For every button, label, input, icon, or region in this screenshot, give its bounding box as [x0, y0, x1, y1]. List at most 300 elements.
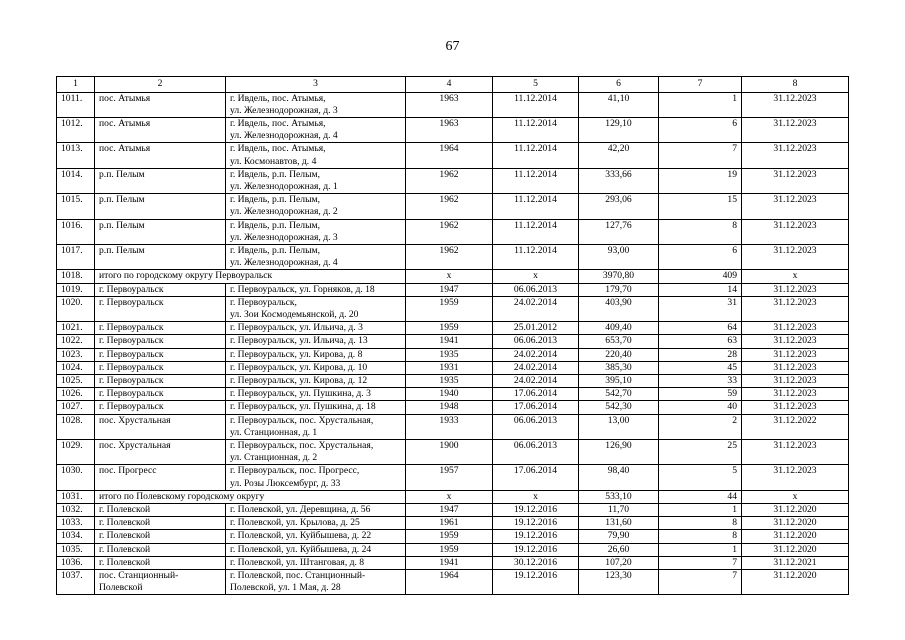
date-cell: 25.01.2012 — [493, 322, 579, 335]
row-number: 1030. — [57, 465, 95, 490]
year-cell: 1947 — [406, 283, 493, 296]
row-number: 1017. — [57, 244, 95, 269]
address-cell — [226, 517, 406, 530]
count-cell: 59 — [659, 388, 742, 401]
address-cell-line: ул. Железнодорожная, д. 3 — [230, 104, 338, 116]
address-cell-line: Полевской, ул. 1 Мая, д. 28 — [230, 582, 341, 594]
date-cell: 11.12.2014 — [493, 168, 579, 193]
date-cell: 19.12.2016 — [493, 530, 579, 543]
count-cell: 63 — [659, 335, 742, 348]
address-cell — [226, 401, 406, 414]
area-cell: 42,20 — [579, 143, 659, 168]
deadline-cell: 31.12.2023 — [742, 388, 849, 401]
deadline-cell: 31.12.2023 — [742, 374, 849, 387]
table-row — [57, 556, 849, 569]
address-cell-line: г. Полевской, ул. Куйбышева, д. 24 — [230, 543, 372, 555]
row-number: 1018. — [57, 270, 95, 283]
address-cell-line: г. Полевской, ул. Крылова, д. 25 — [230, 517, 360, 529]
deadline-cell: 31.12.2023 — [742, 439, 849, 464]
settlement-cell — [95, 374, 226, 387]
table-row — [57, 517, 849, 530]
table-row — [57, 388, 849, 401]
table-row — [57, 194, 849, 219]
count-cell: 8 — [659, 219, 742, 244]
settlement-cell — [95, 244, 226, 269]
area-cell: 98,40 — [579, 465, 659, 490]
year-cell: 1961 — [406, 517, 493, 530]
date-cell: х — [493, 270, 579, 283]
address-cell — [226, 143, 406, 168]
settlement-cell-line: пос. Атымья — [99, 117, 151, 129]
year-cell: 1964 — [406, 570, 493, 595]
year-cell: 1941 — [406, 556, 493, 569]
count-cell: 19 — [659, 168, 742, 193]
settlement-cell — [95, 570, 226, 595]
address-cell-line: г. Первоуральск, ул. Пушкина, д. 3 — [230, 388, 371, 400]
area-cell: 107,20 — [579, 556, 659, 569]
year-cell: 1931 — [406, 361, 493, 374]
table-row — [57, 348, 849, 361]
year-cell: 1900 — [406, 439, 493, 464]
column-number: 2 — [95, 77, 226, 93]
housing-registry-table — [56, 76, 849, 595]
settlement-cell-line: пос. Хрустальная — [99, 439, 171, 451]
settlement-cell-line: пос. Атымья — [99, 92, 151, 104]
count-cell: 64 — [659, 322, 742, 335]
settlement-cell — [95, 117, 226, 142]
row-number: 1013. — [57, 143, 95, 168]
settlement-cell-line: г. Первоуральск — [99, 388, 164, 400]
settlement-cell — [95, 194, 226, 219]
address-cell-line: г. Первоуральск, — [230, 296, 297, 308]
settlement-cell-line: г. Первоуральск — [99, 296, 164, 308]
address-cell-line: г. Первоуральск, ул. Кирова, д. 10 — [230, 361, 368, 373]
deadline-cell: 31.12.2023 — [742, 361, 849, 374]
year-cell: 1962 — [406, 194, 493, 219]
year-cell: 1962 — [406, 244, 493, 269]
deadline-cell: х — [742, 270, 849, 283]
count-cell: 33 — [659, 374, 742, 387]
settlement-cell-line: г. Полевской — [99, 504, 151, 515]
settlement-cell — [95, 348, 226, 361]
address-cell — [226, 194, 406, 219]
row-number: 1027. — [57, 401, 95, 414]
address-cell — [226, 348, 406, 361]
table-row — [57, 414, 849, 439]
area-cell: 653,70 — [579, 335, 659, 348]
total-row — [57, 490, 849, 503]
deadline-cell: 31.12.2023 — [742, 465, 849, 490]
settlement-cell-line: г. Первоуральск — [99, 374, 164, 386]
address-cell — [226, 361, 406, 374]
settlement-cell — [95, 283, 226, 296]
deadline-cell: х — [742, 490, 849, 503]
settlement-cell-line: р.п. Пелым — [99, 194, 145, 206]
table-row — [57, 296, 849, 321]
table-row — [57, 570, 849, 595]
area-cell: 126,90 — [579, 439, 659, 464]
year-cell: 1948 — [406, 401, 493, 414]
date-cell: 06.06.2013 — [493, 439, 579, 464]
area-cell: 26,60 — [579, 543, 659, 556]
area-cell: 409,40 — [579, 322, 659, 335]
settlement-cell — [95, 517, 226, 530]
date-cell: 11.12.2014 — [493, 244, 579, 269]
address-cell — [226, 504, 406, 517]
date-cell: 24.02.2014 — [493, 374, 579, 387]
settlement-cell-line: Полевской — [99, 582, 143, 594]
address-cell-line: г. Ивдель, р.п. Пелым, — [230, 168, 320, 180]
count-cell: 6 — [659, 117, 742, 142]
settlement-cell-line: г. Полевской — [99, 556, 151, 568]
count-cell: 1 — [659, 92, 742, 117]
date-cell: 11.12.2014 — [493, 219, 579, 244]
row-number: 1023. — [57, 348, 95, 361]
row-number: 1034. — [57, 530, 95, 543]
table-row — [57, 143, 849, 168]
date-cell: 06.06.2013 — [493, 335, 579, 348]
settlement-cell — [95, 168, 226, 193]
year-cell: 1959 — [406, 530, 493, 543]
deadline-cell: 31.12.2023 — [742, 168, 849, 193]
address-cell-line: г. Первоуральск, ул. Ильича, д. 3 — [230, 322, 363, 334]
settlement-cell — [95, 143, 226, 168]
date-cell: 17.06.2014 — [493, 401, 579, 414]
settlement-cell — [95, 296, 226, 321]
address-cell-line: г. Первоуральск, пос. Хрустальная, — [230, 414, 374, 426]
total-label: итого по городскому округу Первоуральск — [95, 270, 406, 283]
column-number: 5 — [493, 77, 579, 93]
area-cell: 79,90 — [579, 530, 659, 543]
settlement-cell — [95, 335, 226, 348]
area-cell: 403,90 — [579, 296, 659, 321]
table-row — [57, 374, 849, 387]
table-row — [57, 401, 849, 414]
settlement-cell — [95, 439, 226, 464]
row-number: 1014. — [57, 168, 95, 193]
address-cell-line: ул. Космонавтов, д. 4 — [230, 155, 317, 167]
column-number-row — [57, 77, 849, 93]
date-cell: 24.02.2014 — [493, 296, 579, 321]
count-cell: 7 — [659, 556, 742, 569]
settlement-cell — [95, 556, 226, 569]
row-number: 1019. — [57, 283, 95, 296]
address-cell — [226, 414, 406, 439]
settlement-cell-line: пос. Прогресс — [99, 465, 157, 477]
area-cell: 385,30 — [579, 361, 659, 374]
year-cell: х — [406, 270, 493, 283]
settlement-cell — [95, 414, 226, 439]
count-cell: 15 — [659, 194, 742, 219]
row-number: 1021. — [57, 322, 95, 335]
year-cell: 1941 — [406, 335, 493, 348]
address-cell-line: г. Ивдель, пос. Атымья, — [230, 143, 326, 155]
year-cell: 1962 — [406, 219, 493, 244]
total-row — [57, 270, 849, 283]
settlement-cell — [95, 322, 226, 335]
settlement-cell-line: р.п. Пелым — [99, 219, 145, 231]
year-cell: 1935 — [406, 374, 493, 387]
date-cell: 11.12.2014 — [493, 194, 579, 219]
table-row — [57, 219, 849, 244]
row-number: 1022. — [57, 335, 95, 348]
address-cell-line: г. Первоуральск, ул. Горняков, д. 18 — [230, 283, 375, 295]
address-cell-line: ул. Железнодорожная, д. 3 — [230, 231, 338, 243]
date-cell: 11.12.2014 — [493, 143, 579, 168]
count-cell: 1 — [659, 543, 742, 556]
column-number: 8 — [742, 77, 849, 93]
area-cell: 395,10 — [579, 374, 659, 387]
table-row — [57, 283, 849, 296]
settlement-cell-line: г. Первоуральск — [99, 322, 164, 334]
count-cell: 8 — [659, 530, 742, 543]
address-cell — [226, 543, 406, 556]
count-cell: 45 — [659, 361, 742, 374]
address-cell-line: г. Первоуральск, ул. Пушкина, д. 18 — [230, 401, 376, 413]
settlement-cell-line: г. Первоуральск — [99, 361, 164, 373]
address-cell-line: ул. Железнодорожная, д. 2 — [230, 206, 338, 218]
count-cell: 7 — [659, 143, 742, 168]
address-cell — [226, 388, 406, 401]
row-number: 1035. — [57, 543, 95, 556]
date-cell: 06.06.2013 — [493, 414, 579, 439]
address-cell-line: г. Ивдель, р.п. Пелым, — [230, 244, 320, 256]
settlement-cell — [95, 530, 226, 543]
address-cell-line: ул. Станционная, д. 1 — [230, 426, 318, 438]
settlement-cell-line: г. Полевской — [99, 517, 151, 529]
address-cell — [226, 92, 406, 117]
date-cell: 24.02.2014 — [493, 361, 579, 374]
table-row — [57, 361, 849, 374]
area-cell: 293,06 — [579, 194, 659, 219]
table-row — [57, 543, 849, 556]
address-cell — [226, 283, 406, 296]
row-number: 1025. — [57, 374, 95, 387]
area-cell: 93,00 — [579, 244, 659, 269]
deadline-cell: 31.12.2020 — [742, 543, 849, 556]
address-cell-line: г. Ивдель, р.п. Пелым, — [230, 219, 320, 231]
table-row — [57, 117, 849, 142]
settlement-cell-line: пос. Станционный- — [99, 570, 179, 582]
date-cell: 11.12.2014 — [493, 92, 579, 117]
deadline-cell: 31.12.2023 — [742, 219, 849, 244]
address-cell — [226, 530, 406, 543]
address-cell — [226, 244, 406, 269]
table-row — [57, 244, 849, 269]
settlement-cell — [95, 361, 226, 374]
address-cell-line: ул. Розы Люксембург, д. 33 — [230, 477, 341, 489]
address-cell-line: г. Ивдель, пос. Атымья, — [230, 117, 326, 129]
row-number: 1037. — [57, 570, 95, 595]
deadline-cell: 31.12.2023 — [742, 244, 849, 269]
date-cell: 19.12.2016 — [493, 543, 579, 556]
row-number: 1020. — [57, 296, 95, 321]
address-cell-line: г. Первоуральск, ул. Кирова, д. 12 — [230, 374, 368, 386]
table-row — [57, 439, 849, 464]
deadline-cell: 31.12.2023 — [742, 401, 849, 414]
table-row — [57, 504, 849, 517]
year-cell: 1933 — [406, 414, 493, 439]
row-number: 1024. — [57, 361, 95, 374]
address-cell — [226, 322, 406, 335]
settlement-cell-line: г. Первоуральск — [99, 335, 164, 347]
address-cell-line: г. Полевской, ул. Штанговая, д. 8 — [230, 556, 365, 568]
deadline-cell: 31.12.2021 — [742, 556, 849, 569]
settlement-cell — [95, 219, 226, 244]
count-cell: 409 — [659, 270, 742, 283]
deadline-cell: 31.12.2020 — [742, 517, 849, 530]
count-cell: 40 — [659, 401, 742, 414]
count-cell: 31 — [659, 296, 742, 321]
row-number: 1032. — [57, 504, 95, 517]
settlement-cell-line: г. Первоуральск — [99, 283, 164, 295]
area-cell: 542,70 — [579, 388, 659, 401]
row-number: 1028. — [57, 414, 95, 439]
count-cell: 6 — [659, 244, 742, 269]
count-cell: 2 — [659, 414, 742, 439]
area-cell: 127,76 — [579, 219, 659, 244]
area-cell: 41,10 — [579, 92, 659, 117]
address-cell — [226, 570, 406, 595]
count-cell: 25 — [659, 439, 742, 464]
address-cell-line: г. Ивдель, пос. Атымья, — [230, 92, 326, 104]
address-cell-line: г. Полевской, ул. Куйбышева, д. 22 — [230, 530, 372, 542]
table-row — [57, 530, 849, 543]
area-cell: 123,30 — [579, 570, 659, 595]
deadline-cell: 31.12.2023 — [742, 348, 849, 361]
row-number: 1033. — [57, 517, 95, 530]
count-cell: 28 — [659, 348, 742, 361]
settlement-cell-line: р.п. Пелым — [99, 244, 145, 256]
address-cell-line: г. Первоуральск, ул. Ильича, д. 13 — [230, 335, 368, 347]
deadline-cell: 31.12.2023 — [742, 143, 849, 168]
address-cell-line: г. Первоуральск, пос. Прогресс, — [230, 465, 360, 477]
address-cell-line: ул. Железнодорожная, д. 4 — [230, 257, 338, 269]
settlement-cell — [95, 92, 226, 117]
year-cell: х — [406, 490, 493, 503]
row-number: 1011. — [57, 92, 95, 117]
deadline-cell: 31.12.2023 — [742, 283, 849, 296]
date-cell: х — [493, 490, 579, 503]
year-cell: 1940 — [406, 388, 493, 401]
area-cell: 13,00 — [579, 414, 659, 439]
year-cell: 1959 — [406, 543, 493, 556]
row-number: 1029. — [57, 439, 95, 464]
address-cell-line: ул. Зои Космодемьянской, д. 20 — [230, 308, 359, 320]
address-cell — [226, 439, 406, 464]
table-row — [57, 168, 849, 193]
table-row — [57, 465, 849, 490]
year-cell: 1959 — [406, 322, 493, 335]
deadline-cell: 31.12.2023 — [742, 117, 849, 142]
address-cell-line: ул. Железнодорожная, д. 4 — [230, 130, 338, 142]
deadline-cell: 31.12.2023 — [742, 335, 849, 348]
year-cell: 1962 — [406, 168, 493, 193]
address-cell — [226, 374, 406, 387]
year-cell: 1963 — [406, 117, 493, 142]
page-number: 67 — [445, 39, 460, 54]
settlement-cell-line: пос. Хрустальная — [99, 414, 171, 426]
deadline-cell: 31.12.2022 — [742, 414, 849, 439]
count-cell: 8 — [659, 517, 742, 530]
year-cell: 1964 — [406, 143, 493, 168]
address-cell — [226, 465, 406, 490]
settlement-cell-line: г. Полевской — [99, 543, 151, 555]
row-number: 1031. — [57, 490, 95, 503]
row-number: 1012. — [57, 117, 95, 142]
column-number: 3 — [226, 77, 406, 93]
date-cell: 17.06.2014 — [493, 465, 579, 490]
area-cell: 220,40 — [579, 348, 659, 361]
row-number: 1036. — [57, 556, 95, 569]
deadline-cell: 31.12.2023 — [742, 92, 849, 117]
table-row — [57, 335, 849, 348]
settlement-cell-line: г. Первоуральск — [99, 401, 164, 413]
deadline-cell: 31.12.2023 — [742, 194, 849, 219]
deadline-cell: 31.12.2023 — [742, 296, 849, 321]
area-cell: 533,10 — [579, 490, 659, 503]
address-cell-line: ул. Станционная, д. 2 — [230, 452, 318, 464]
address-cell — [226, 335, 406, 348]
address-cell — [226, 296, 406, 321]
year-cell: 1963 — [406, 92, 493, 117]
address-cell-line: г. Полевской, ул. Деревщина, д. 56 — [230, 504, 371, 515]
column-number: 6 — [579, 77, 659, 93]
area-cell: 3970,80 — [579, 270, 659, 283]
year-cell: 1959 — [406, 296, 493, 321]
date-cell: 19.12.2016 — [493, 504, 579, 517]
column-number: 7 — [659, 77, 742, 93]
column-number: 1 — [57, 77, 95, 93]
settlement-cell — [95, 465, 226, 490]
address-cell — [226, 556, 406, 569]
date-cell: 19.12.2016 — [493, 570, 579, 595]
address-cell-line: г. Ивдель, р.п. Пелым, — [230, 194, 320, 206]
settlement-cell — [95, 543, 226, 556]
row-number: 1016. — [57, 219, 95, 244]
date-cell: 06.06.2013 — [493, 283, 579, 296]
deadline-cell: 31.12.2020 — [742, 504, 849, 517]
year-cell: 1957 — [406, 465, 493, 490]
area-cell: 542,30 — [579, 401, 659, 414]
address-cell-line: г. Первоуральск, ул. Кирова, д. 8 — [230, 348, 363, 360]
column-number: 4 — [406, 77, 493, 93]
area-cell: 179,70 — [579, 283, 659, 296]
deadline-cell: 31.12.2020 — [742, 530, 849, 543]
date-cell: 19.12.2016 — [493, 517, 579, 530]
table-row — [57, 322, 849, 335]
total-label: итого по Полевскому городскому округу — [95, 490, 406, 503]
settlement-cell — [95, 388, 226, 401]
address-cell-line: ул. Железнодорожная, д. 1 — [230, 180, 338, 192]
area-cell: 11,70 — [579, 504, 659, 517]
row-number: 1026. — [57, 388, 95, 401]
row-number: 1015. — [57, 194, 95, 219]
deadline-cell: 31.12.2023 — [742, 322, 849, 335]
area-cell: 333,66 — [579, 168, 659, 193]
settlement-cell-line: г. Первоуральск — [99, 348, 164, 360]
table-row — [57, 92, 849, 117]
date-cell: 30.12.2016 — [493, 556, 579, 569]
area-cell: 131,60 — [579, 517, 659, 530]
settlement-cell-line: р.п. Пелым — [99, 168, 145, 180]
settlement-cell-line: г. Полевской — [99, 530, 151, 542]
deadline-cell: 31.12.2020 — [742, 570, 849, 595]
settlement-cell — [95, 401, 226, 414]
address-cell — [226, 168, 406, 193]
count-cell: 44 — [659, 490, 742, 503]
address-cell — [226, 219, 406, 244]
